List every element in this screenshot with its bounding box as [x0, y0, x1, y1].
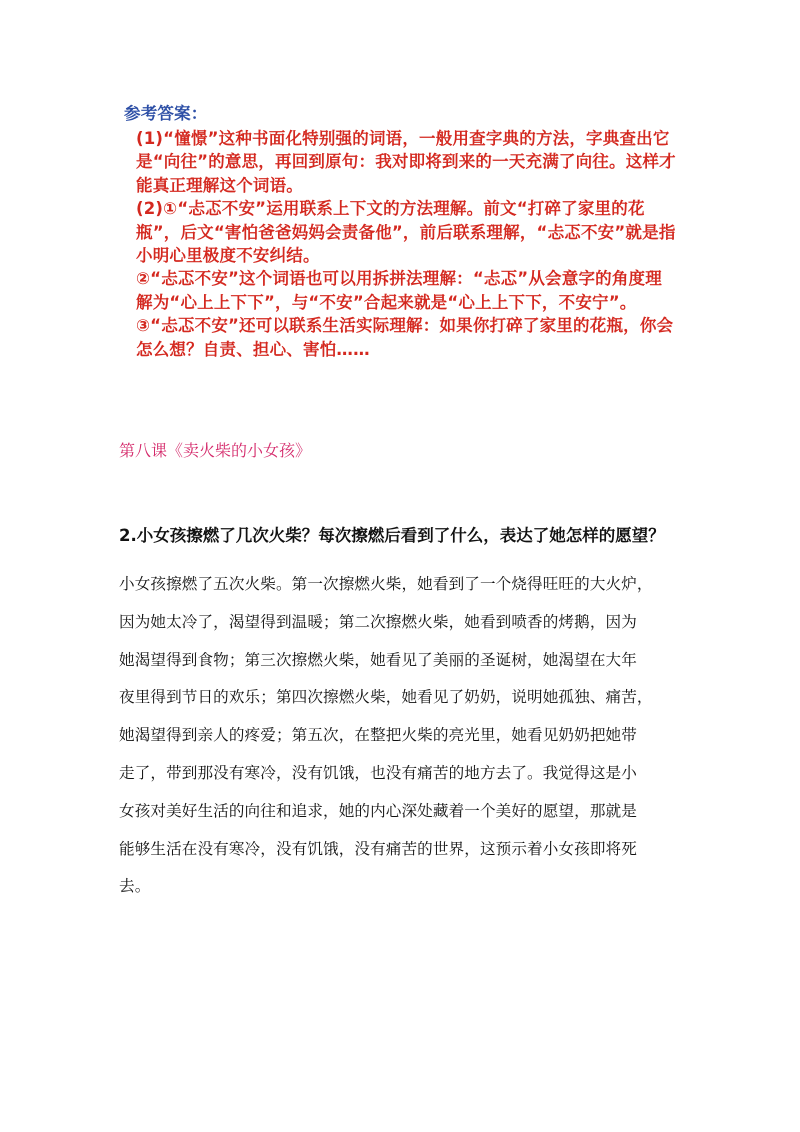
reference-answer-title: 参考答案： — [124, 104, 208, 123]
answer-line: 小女孩擦燃了五次火柴。第一次擦燃火柴，她看到了一个烧得旺旺的大火炉， — [119, 575, 653, 593]
answer-line: 去。 — [119, 877, 151, 896]
reference-answer-item-3: ②“忐忑不安”这个词语也可以用拆拼法理解：“忐忑”从会意字的角度理解为“心上上下下”，与“不安”合起来就是“心上上下下，不安宁”。 — [136, 269, 662, 312]
answer-line: 女孩对美好生活的向往和追求，她的内心深处藏着一个美好的愿望，那就是 — [119, 801, 637, 820]
answer-line: 走了，带到那没有寒冷，没有饥饿，也没有痛苦的地方去了。我觉得这是小 — [119, 763, 637, 782]
answer-line: 她渴望得到亲人的疼爱；第五次，在整把火柴的亮光里，她看见奶奶把她带 — [119, 726, 637, 745]
reference-answer-image — [112, 95, 687, 390]
reference-answer-list — [136, 127, 676, 361]
reference-answer-item-2: (2)①“忐忑不安”运用联系上下文的方法理解。前文“打碎了家里的花瓶”，后文“害怕爸爸妈妈会责备他”，前后联系理解，“忐忑不安”就是指小明心里极度不安纠结。 — [136, 199, 676, 266]
answer-line: 她渴望得到食物；第三次擦燃火柴，她看见了美丽的圣诞树，她渴望在大年 — [119, 650, 637, 669]
answer-line: 因为她太冷了，渴望得到温暖；第二次擦燃火柴，她看到喷香的烤鹅，因为 — [119, 612, 637, 631]
question-text: 2.小女孩擦燃了几次火柴？每次擦燃后看到了什么，表达了她怎样的愿望？ — [119, 526, 665, 545]
answer-line: 夜里得到节日的欢乐；第四次擦燃火柴，她看见了奶奶，说明她孤独、痛苦， — [119, 688, 653, 707]
answer-line: 能够生活在没有寒冷，没有饥饿，没有痛苦的世界，这预示着小女孩即将死 — [119, 839, 637, 858]
reference-answer-item-4: ③“忐忑不安”还可以联系生活实际理解：如果你打碎了家里的花瓶，你会怎么想？自责、担心、害怕…… — [136, 316, 674, 359]
reference-answer-item-1: (1)“憧憬”这种书面化特别强的词语，一般用查字典的方法，字典查出它是“向往”的意思，再回到原句：我对即将到来的一天充满了向往。这样才能真正理解这个词语。 — [136, 129, 676, 195]
answer-body — [119, 566, 689, 906]
lesson-title: 第八课《卖火柴的小女孩》 — [119, 441, 312, 460]
